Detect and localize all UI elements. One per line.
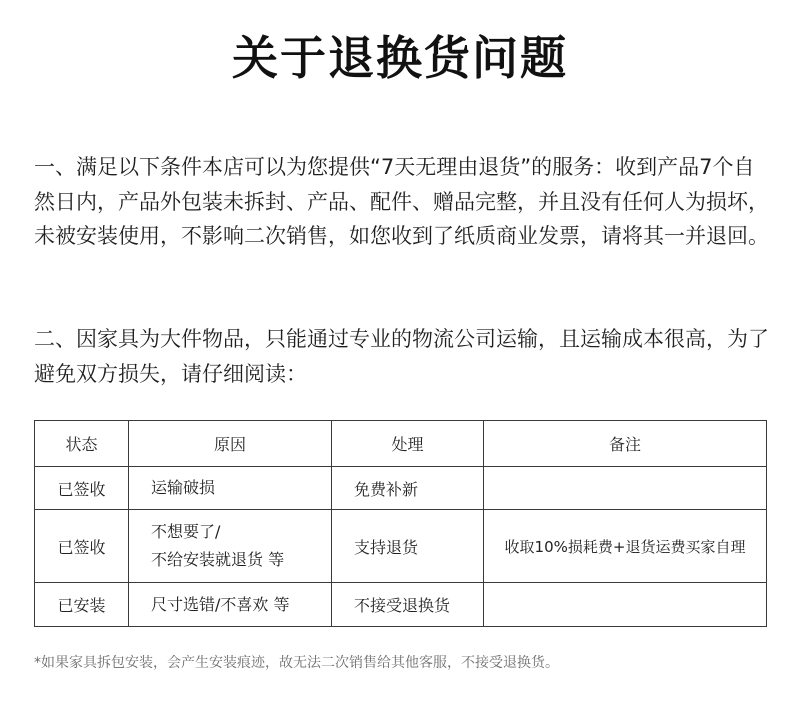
status-cell: 已签收 [35, 467, 129, 510]
note-cell: 收取10%损耗费+退货运费买家自理 [484, 510, 767, 583]
status-cell: 已签收 [35, 510, 129, 583]
status-cell: 已安装 [35, 583, 129, 627]
footnote: *如果家具拆包安装，会产生安装痕迹，故无法二次销售给其他客服，不接受退换货。 [34, 655, 559, 671]
reason-cell [129, 510, 332, 583]
reason-cell [129, 583, 332, 627]
handling-cell: 不接受退换货 [332, 583, 484, 627]
table-row [35, 510, 767, 583]
table-row [35, 583, 767, 627]
policy-paragraph-1: 一、满足以下条件本店可以为您提供“7天无理由退货”的服务：收到产品7个自然日内，产品外包装未拆封、产品、配件、赠品完整，并且没有任何人为损坏，未被安装使用，不影响二次销售，如您收到了纸质商业发票，请将其一并退回。 [34, 155, 769, 248]
reason-line: 运输破损 [151, 478, 216, 497]
return-policy-table [34, 420, 766, 627]
header-note: 备注 [484, 421, 767, 467]
table-header-row [35, 421, 767, 467]
header-handling: 处理 [332, 421, 484, 467]
reason-line: 尺寸选错/不喜欢 等 [151, 594, 290, 614]
reason-line: 不给安装就退货 等 [151, 550, 285, 569]
policy-paragraph-2: 二、因家具为大件物品，只能通过专业的物流公司运输，且运输成本很高，为了避免双方损失，请仔细阅读： [34, 327, 769, 386]
note-cell [484, 467, 767, 510]
header-reason: 原因 [129, 421, 332, 467]
page-title: 关于退换货问题 [232, 31, 568, 85]
handling-cell: 支持退货 [332, 510, 484, 583]
reason-line: 不想要了/ [151, 522, 221, 541]
table-row [35, 467, 767, 510]
handling-cell: 免费补新 [332, 467, 484, 510]
reason-cell [129, 467, 332, 510]
note-cell [484, 583, 767, 627]
header-status: 状态 [35, 421, 129, 467]
